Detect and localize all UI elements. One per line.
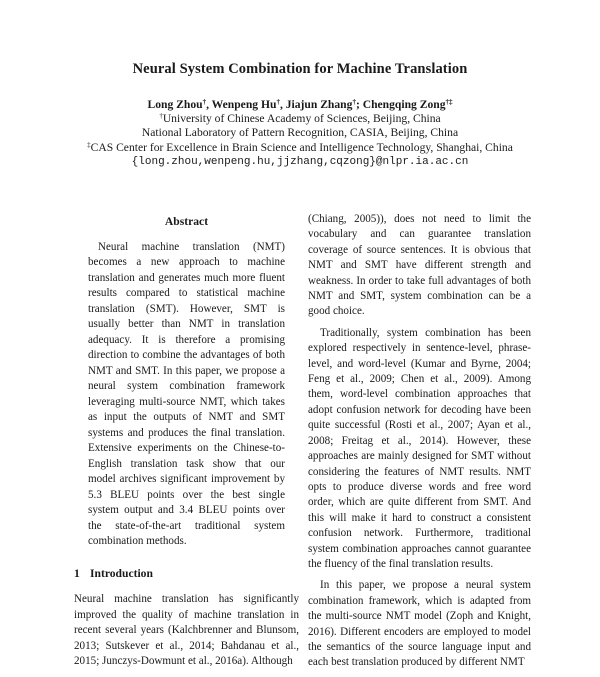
affiliation-mark: † xyxy=(352,98,356,106)
abstract-text: Neural machine translation (NMT) becomes a new approach to machine translation and generates much more fluent results compared to statistical machine translation (SMT). However, SMT is usually better than NMT in translation adequacy. It is therefore a promising direction to combine the advantages of both NMT and SMT. In this paper, we propose a neural system combination framework leveraging multi-source NMT, which takes as input the outputs of NMT and SMT systems and produces the final translation. Extensive experiments on the Chinese-to-English translation task show that our model archives significant improvement by 5.3 BLEU points over the best single system output and 3.4 BLEU points over the state-of-the-art traditional system combination methods. xyxy=(88,240,285,547)
author-2: , Wenpeng Hu xyxy=(206,98,277,111)
affiliation-mark: † xyxy=(202,98,207,106)
affiliation-mark: ‡ xyxy=(87,140,91,149)
intro-paragraph: Neural machine translation has significantly improved the quality of machine translation in recent several years (Kalchbrenner and Blunsom, 2013; Sutskever et al., 2014; Bahdanau et al., 2015; Junczys-Dowmunt et al., 2016a). Although xyxy=(74,593,299,667)
author-emails: {long.zhou,wenpeng.hu,jjzhang,cqzong}@nlpr.ia.ac.cn xyxy=(131,155,469,168)
section-number: 1 xyxy=(74,566,80,580)
affiliation-mark: † xyxy=(159,112,163,121)
affiliation-2: National Laboratory of Pattern Recognition, CASIA, Beijing, China xyxy=(141,126,459,140)
affiliation-mark: † xyxy=(276,98,280,106)
author-block xyxy=(0,98,600,169)
author-4: ; Chengqing Zong xyxy=(355,98,446,111)
body-paragraph: Traditionally, system combination has been explored respectively in sentence-level, phrase-level, and word-level (Kumar and Byrne, 2004; Feng et al., 2009; Chen et al., 2009). Among them, word-level combination approaches that adopt confusion network for decoding have been quite successful (Rosti et al., 2007; Ayan et al., 2008; Freitag et al., 2014). However, these approaches are mainly designed for SMT without considering the features of NMT results. NMT opts to produce diverse words and free word order, which are quite different from SMT. And this will make it hard to construct a consistent confusion network. Furthermore, traditional system combination approaches cannot guarantee the fluency of the final translation results. xyxy=(308,326,531,570)
section-heading xyxy=(74,566,299,582)
author-names xyxy=(0,98,600,112)
body-paragraph: In this paper, we propose a neural system combination framework, which is adapted from the multi-source NMT model (Zoph and Knight, 2016). Different encoders are employed to model the semantics of the source language input and each best translation produced by different NMT xyxy=(308,579,531,669)
affiliation-mark: †‡ xyxy=(445,98,453,106)
author-1: Long Zhou xyxy=(147,98,203,111)
affiliation-3: ‡CAS Center for Excellence in Brain Science and Intelligence Technology, Shanghai, China xyxy=(87,140,513,154)
body-paragraph: (Chiang, 2005)), does not need to limit the vocabulary and can guarantee translation coverage of source sentences. It is obvious that NMT and SMT have different strength and weakness. In order to take full advantages of both NMT and SMT, system combination can be a good choice. xyxy=(308,213,531,318)
left-column xyxy=(74,214,299,676)
right-column xyxy=(308,212,531,677)
paper-title: Neural System Combination for Machine Translation xyxy=(132,61,468,77)
section-title: Introduction xyxy=(90,566,153,580)
affiliation-1: †University of Chinese Academy of Sciences, Beijing, China xyxy=(159,112,441,126)
author-3: , Jiajun Zhang xyxy=(279,98,353,111)
abstract-heading: Abstract xyxy=(164,215,209,228)
